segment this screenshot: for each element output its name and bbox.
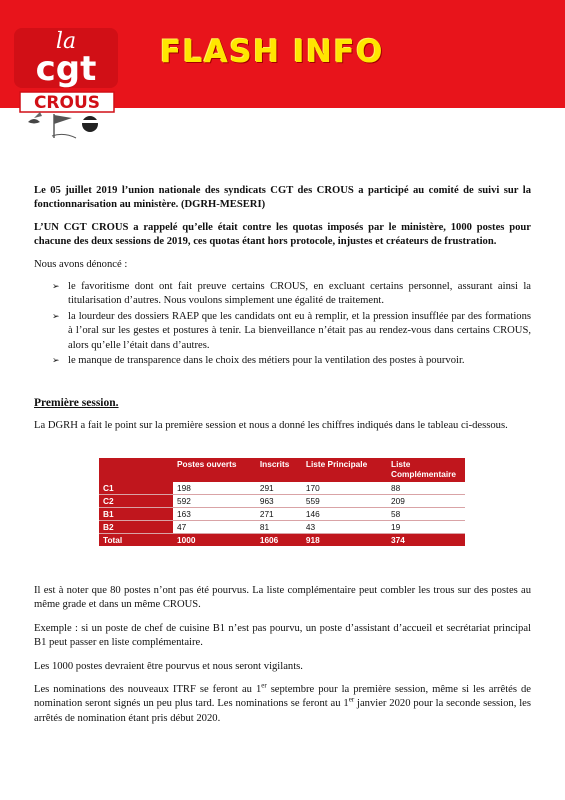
logo-word-cgt: cgt [35, 49, 97, 89]
total-cell: 1000 [173, 534, 256, 547]
table-cell: 592 [173, 495, 256, 508]
row-label: C2 [99, 495, 173, 508]
section-intro: La DGRH a fait le point sur la première session et nous a donné les chiffres indiqués dans le tableau ci-dessous. [34, 419, 508, 431]
logo-word-la: la [55, 29, 77, 54]
conclusion-paragraph-2: Exemple : si un poste de chef de cuisine B1 n’est pas pourvu, un poste d’assistant d’accueil et secrétariat principal B1 peut passer en liste complémentaire. [34, 622, 531, 649]
conclusion-section [34, 584, 531, 735]
row-label: C1 [99, 482, 173, 495]
arrow-bullet-icon: ➢ [52, 282, 60, 293]
table-header-cell: Liste Complémentaire [387, 458, 465, 482]
table-row [99, 508, 465, 521]
table-cell: 170 [302, 482, 387, 495]
first-session-table [99, 458, 465, 546]
table-cell: 47 [173, 521, 256, 534]
section-title: Première session. [34, 397, 119, 410]
row-label: B1 [99, 508, 173, 521]
total-cell: 1606 [256, 534, 302, 547]
table-cell: 58 [387, 508, 465, 521]
table-row [99, 495, 465, 508]
list-item: ➢ le manque de transparence dans le choix des métiers pour la ventilation des postes à pourvoir. [52, 354, 531, 368]
arrow-bullet-icon: ➢ [52, 311, 60, 322]
table-cell: 198 [173, 482, 256, 495]
conclusion-paragraph-3: Les 1000 postes devraient être pourvus et nous seront vigilants. [34, 660, 303, 672]
total-cell: 918 [302, 534, 387, 547]
intro-paragraph-2: L’UN CGT CROUS a rappelé qu’elle était contre les quotas imposés par le ministère, 1000 postes pour chacune des deux sessions de 2019, ces quotas étant hors protocole, injustes et créateurs de frustration. [34, 221, 531, 248]
table-header-cell: Postes ouverts [173, 458, 256, 482]
table-total-row [99, 534, 465, 547]
grievance-list [34, 280, 531, 368]
table-cell: 88 [387, 482, 465, 495]
logo-word-crous: CROUS [33, 93, 101, 113]
table-cell: 163 [173, 508, 256, 521]
table-cell: 963 [256, 495, 302, 508]
table-row [99, 482, 465, 495]
table-header-cell [99, 458, 173, 482]
document-body [34, 184, 531, 441]
table-cell: 146 [302, 508, 387, 521]
table-cell: 43 [302, 521, 387, 534]
arrow-bullet-icon: ➢ [52, 356, 60, 367]
flag-icon [52, 114, 76, 138]
list-item: ➢ la lourdeur des dossiers RAEP que les candidats ont eu à remplir, et la pression insufflée par des formations à l’oral sur les gestes et postures à tenir. La bienveillance n’était pas au rendez-vous dans certains CROUS, alors qu’elle l’était dans d’autres. [52, 310, 531, 351]
page-title: FLASH INFO [160, 34, 384, 70]
row-label: B2 [99, 521, 173, 534]
table-header-row [99, 458, 465, 482]
table-cell: 19 [387, 521, 465, 534]
table-cell: 209 [387, 495, 465, 508]
conclusion-paragraph-1: Il est à noter que 80 postes n’ont pas été pourvus. La liste complémentaire peut combler les trous sur des postes au même grade et dans un même CROUS. [34, 585, 531, 611]
table-row [99, 521, 465, 534]
table-header-cell: Inscrits [256, 458, 302, 482]
conclusion-paragraph-4: Les nominations des nouveaux ITRF se feront au 1er septembre pour la première session, même si les arrêtés de nomination seront signés un peu plus tard. Les nominations se feront au 1er janvier 2020 pour la seconde session, les arrêtés de nomination étant pris début 2020. [34, 681, 531, 724]
table-cell: 81 [256, 521, 302, 534]
total-cell: 374 [387, 534, 465, 547]
intro-paragraph-3: Nous avons dénoncé : [34, 258, 128, 270]
bird-icon [28, 112, 42, 124]
table-cell: 291 [256, 482, 302, 495]
table-cell: 271 [256, 508, 302, 521]
cgt-crous-logo [8, 22, 126, 142]
intro-paragraph-1: Le 05 juillet 2019 l’union nationale des syndicats CGT des CROUS a participé au comité de suivi sur la fonctionnarisation au ministère. (DGRH-MESERI) [34, 185, 531, 211]
table-cell: 559 [302, 495, 387, 508]
total-label: Total [99, 534, 173, 547]
table-header-cell: Liste Principale [302, 458, 387, 482]
moor-head-icon [82, 116, 98, 132]
list-item: ➢ le favoritisme dont ont fait preuve certains CROUS, en excluant certains personnel, assurant ainsi la titularisation d’autres. Nous voulons simplement une égalité de traitement. [52, 281, 531, 307]
